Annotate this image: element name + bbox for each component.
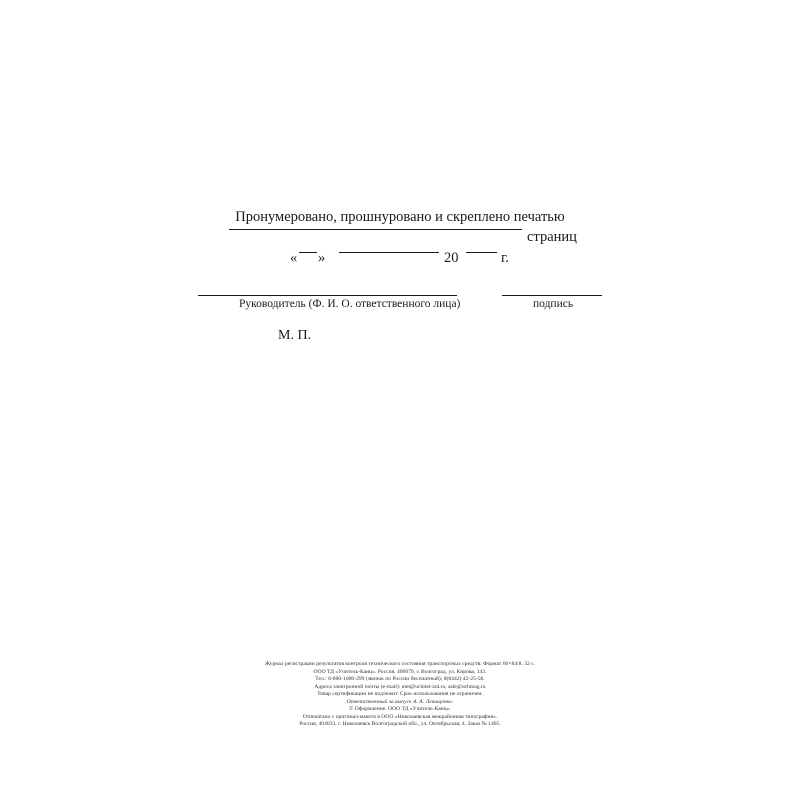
imprint-line: Россия, 404033, г. Николаевск Волгоградской обл., ул. Октябрьская, 4. Заказ № 1405. [299, 721, 501, 727]
date-close-quote: » [318, 250, 326, 266]
imprint-line: Ответственный за выпуск А. А. Левищенко. [346, 698, 454, 705]
pages-label: страниц [527, 229, 577, 245]
imprint-line: Адреса электронной почты (e-mail): met@uchitel-izd.ru, sale@uchmag.ru [314, 683, 486, 690]
month-line [339, 252, 439, 253]
date-open-quote: « [290, 250, 298, 266]
certification-title-text: Пронумеровано, прошнуровано и скреплено печатью [235, 209, 565, 225]
head-name-line [198, 295, 457, 296]
head-caption: Руководитель (Ф. И. О. ответственного лица) [239, 298, 461, 310]
certification-title [0, 209, 800, 226]
signature-caption: подпись [533, 298, 574, 310]
year-line [466, 252, 497, 253]
year-prefix: 20 [444, 250, 459, 266]
day-line [299, 252, 317, 253]
imprint-line: Товар сертификации не подлежит. Срок использования не ограничен. [317, 691, 483, 697]
imprint-line: Тел.: 8-800-1000-299 (звонок по России бесплатный); 8(8442) 42-25-58. [315, 676, 485, 682]
imprint-line: Журнал регистрации результатов контроля технического состояния транспортных средств. Формат 60×84/8. 32 с. [264, 661, 536, 667]
signature-line [502, 295, 602, 296]
year-suffix: г. [501, 250, 509, 266]
imprint-line: Отпечатано с оригинал-макета в ООО «Николаевская межрайонная типография». [302, 713, 498, 720]
stamp-mark: М. П. [278, 328, 312, 343]
imprint-line: ООО ТД «Учитель-Канц». Россия, 400079, г. Волгоград, ул. Кирова, 143. [313, 668, 487, 675]
imprint-line: © Оформление. ООО ТД «Учитель-Канц». [349, 706, 451, 712]
pages-count-line [229, 229, 522, 230]
imprint-block [0, 661, 800, 729]
